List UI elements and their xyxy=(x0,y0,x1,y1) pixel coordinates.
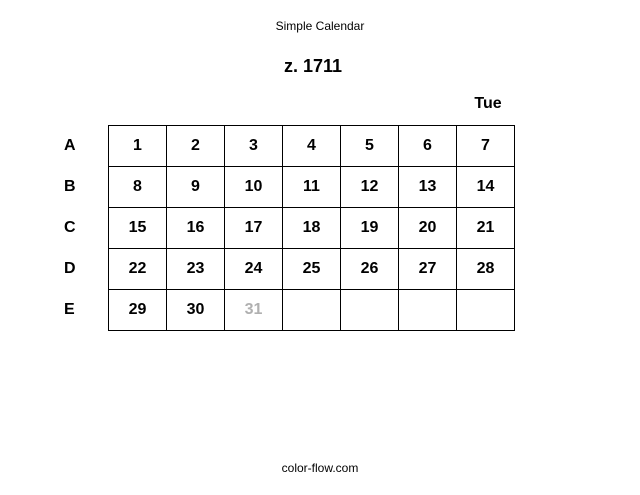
calendar-day-cell: 29 xyxy=(109,290,167,331)
calendar-day-cell: 21 xyxy=(457,208,515,249)
calendar-day-cell: 3 xyxy=(225,126,283,167)
calendar-day-cell-empty xyxy=(457,290,515,331)
row-label-d: D xyxy=(64,260,76,277)
calendar-week-row xyxy=(109,126,515,167)
calendar-day-cell: 7 xyxy=(457,126,515,167)
calendar-day-cell: 8 xyxy=(109,167,167,208)
calendar-day-cell: 2 xyxy=(167,126,225,167)
calendar-day-cell-empty xyxy=(341,290,399,331)
calendar-day-cell: 23 xyxy=(167,249,225,290)
calendar-day-cell: 15 xyxy=(109,208,167,249)
calendar-day-cell: 17 xyxy=(225,208,283,249)
calendar-day-cell: 24 xyxy=(225,249,283,290)
calendar-day-cell: 28 xyxy=(457,249,515,290)
calendar-day-cell: 18 xyxy=(283,208,341,249)
calendar-day-cell-dimmed: 31 xyxy=(225,290,283,331)
calendar-day-cell: 19 xyxy=(341,208,399,249)
calendar-day-cell: 13 xyxy=(399,167,457,208)
calendar-day-cell: 4 xyxy=(283,126,341,167)
calendar-week-row xyxy=(109,290,515,331)
calendar-day-cell: 12 xyxy=(341,167,399,208)
calendar-day-cell-empty xyxy=(283,290,341,331)
row-label-c: C xyxy=(64,219,76,236)
calendar-week-row xyxy=(109,249,515,290)
row-label-b: B xyxy=(64,178,76,195)
calendar-day-cell: 6 xyxy=(399,126,457,167)
calendar-month-title: z. 1711 xyxy=(283,56,343,76)
calendar-grid xyxy=(108,125,515,331)
calendar-day-cell: 14 xyxy=(457,167,515,208)
row-label-a: A xyxy=(64,137,76,154)
calendar-day-cell: 25 xyxy=(283,249,341,290)
calendar-day-cell: 20 xyxy=(399,208,457,249)
calendar-day-cell: 30 xyxy=(167,290,225,331)
calendar-day-cell-empty xyxy=(399,290,457,331)
weekday-label: Tue xyxy=(474,95,502,112)
calendar-day-cell: 11 xyxy=(283,167,341,208)
calendar-day-cell: 5 xyxy=(341,126,399,167)
footer-site-name: color-flow.com xyxy=(281,461,359,475)
page-title: Simple Calendar xyxy=(275,19,365,33)
calendar-week-row xyxy=(109,167,515,208)
calendar-day-cell: 22 xyxy=(109,249,167,290)
calendar-day-cell: 16 xyxy=(167,208,225,249)
calendar-day-cell: 10 xyxy=(225,167,283,208)
calendar-day-cell: 1 xyxy=(109,126,167,167)
calendar-day-cell: 26 xyxy=(341,249,399,290)
calendar-day-cell: 9 xyxy=(167,167,225,208)
calendar-week-row xyxy=(109,208,515,249)
calendar-day-cell: 27 xyxy=(399,249,457,290)
row-label-e: E xyxy=(64,301,75,318)
